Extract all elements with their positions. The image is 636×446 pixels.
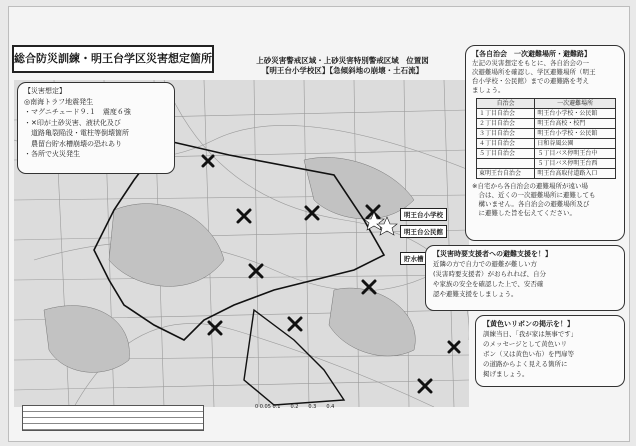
shelter-note-line: 合は、近くの一次避難場所に避難しても bbox=[472, 191, 596, 199]
col-header-association: 自治会 bbox=[477, 99, 535, 109]
shelter-intro-line: ましょう。 bbox=[472, 86, 505, 94]
cell-association bbox=[477, 159, 535, 169]
assumption-line: ・マグニチュード９.１ 震度６強 bbox=[24, 108, 131, 116]
shelter-note-line: に避難した旨を伝えてください。 bbox=[472, 209, 576, 217]
cell-association: ３丁目自治会 bbox=[477, 129, 535, 139]
support-line: 近隣の方で自力での避難が難しい方 bbox=[433, 260, 537, 268]
ribbon-line: の道路からよく見える箇所に bbox=[483, 360, 568, 368]
shelter-intro-line: 台小学校・公民館）までの避難路を考え bbox=[472, 77, 589, 85]
support-line: や家族の安全を確認した上で、安否確 bbox=[433, 280, 544, 288]
shelter-intro-line: 左記の災害想定をもとに、各自治会の一 bbox=[472, 59, 589, 67]
map-label-community-hall: 明王台公民館 bbox=[400, 225, 447, 238]
support-line: (災害時要支援者）がおられれば、自分 bbox=[433, 270, 547, 278]
support-line: 認や避難支援をしましょう。 bbox=[433, 290, 518, 298]
cell-shelter: 明王台高校・校門 bbox=[535, 119, 616, 129]
cell-shelter: 明王台高取付道路入口 bbox=[535, 169, 616, 179]
table-row bbox=[477, 119, 616, 129]
shelter-panel bbox=[465, 45, 625, 241]
assumption-line: 道路亀裂陥没・電柱等倒壊箇所 bbox=[24, 129, 129, 137]
cell-association: ４丁目自治会 bbox=[477, 139, 535, 149]
disaster-assumption-box bbox=[17, 82, 175, 174]
ribbon-heading: 【黄色いリボンの掲示を！】 bbox=[483, 320, 574, 328]
ribbon-line: 掲げましょう。 bbox=[483, 370, 529, 378]
assumption-line: 農留台貯水槽崩壊の恐れあり bbox=[24, 139, 122, 148]
col-header-shelter: 一次避難場所 bbox=[535, 99, 616, 109]
map-heading-line1: 上砂災害警戒区域・上砂災害特別警戒区域 位置図 bbox=[256, 56, 429, 65]
map-heading bbox=[215, 56, 470, 76]
support-heading: 【災害時要支援者への避難支援を！】 bbox=[433, 250, 552, 258]
assumption-heading: 【災害想定】 bbox=[24, 87, 66, 95]
cell-association: ２丁目自治会 bbox=[477, 119, 535, 129]
table-row bbox=[477, 129, 616, 139]
map-heading-line2: 【明王台小学校区】【急傾斜地の崩壊・土石流】 bbox=[261, 66, 424, 75]
yellow-ribbon-box bbox=[475, 315, 625, 387]
shelter-note-line: 構いません。各自治会の避難場所及び bbox=[472, 200, 590, 208]
table-row bbox=[477, 159, 616, 169]
shelter-table bbox=[476, 98, 616, 179]
ribbon-line: ボン（又は黄色い布）を門扉等 bbox=[483, 350, 574, 358]
cell-shelter: 日和谷風公園 bbox=[535, 139, 616, 149]
shelter-intro-line: 次避難場所を確認し、学区避難場所（明王 bbox=[472, 68, 596, 76]
shelter-table-header bbox=[477, 99, 616, 109]
cell-shelter: 明王台小学校・公民館 bbox=[535, 109, 616, 119]
cell-association: ５丁目自治会 bbox=[477, 149, 535, 159]
shelter-note-line: ※自宅から各自治会の避難場所が遠い場 bbox=[472, 182, 588, 190]
map-label-reservoir: 貯水槽 bbox=[400, 252, 428, 265]
cell-shelter: ５丁目バス停明王台中 bbox=[535, 149, 616, 159]
map-scale: 0 0.05 0.1 0.2 0.3 0.4 bbox=[255, 404, 335, 410]
cell-shelter: ５丁目バス停明王台西 bbox=[535, 159, 616, 169]
cell-shelter: 明王台小学校・公民館 bbox=[535, 129, 616, 139]
assumption-line: ◎南海トラフ地震発生 bbox=[24, 97, 94, 106]
evacuation-support-box bbox=[425, 245, 625, 311]
map-label-school: 明王台小学校 bbox=[400, 208, 447, 221]
assumption-line: ・各所で火災発生 bbox=[24, 150, 80, 158]
cell-association: 東明王台自治会 bbox=[477, 169, 535, 179]
ribbon-line: のメッセージとして黄色いリ bbox=[483, 340, 568, 348]
table-row bbox=[477, 169, 616, 179]
table-row bbox=[477, 139, 616, 149]
shelter-panel-heading: 【各自治会 一次避難場所・避難路】 bbox=[472, 50, 591, 58]
table-row bbox=[477, 149, 616, 159]
cell-association: １丁目自治会 bbox=[477, 109, 535, 119]
document-title: 総合防災訓練・明王台学区災害想定箇所 bbox=[12, 45, 214, 73]
assumption-line: ・✕印が土砂災害、液状化及び bbox=[24, 118, 121, 127]
table-row bbox=[477, 109, 616, 119]
ribbon-line: 訓練当日、「我が家は無事です」 bbox=[483, 330, 578, 338]
legend-table bbox=[22, 405, 204, 431]
